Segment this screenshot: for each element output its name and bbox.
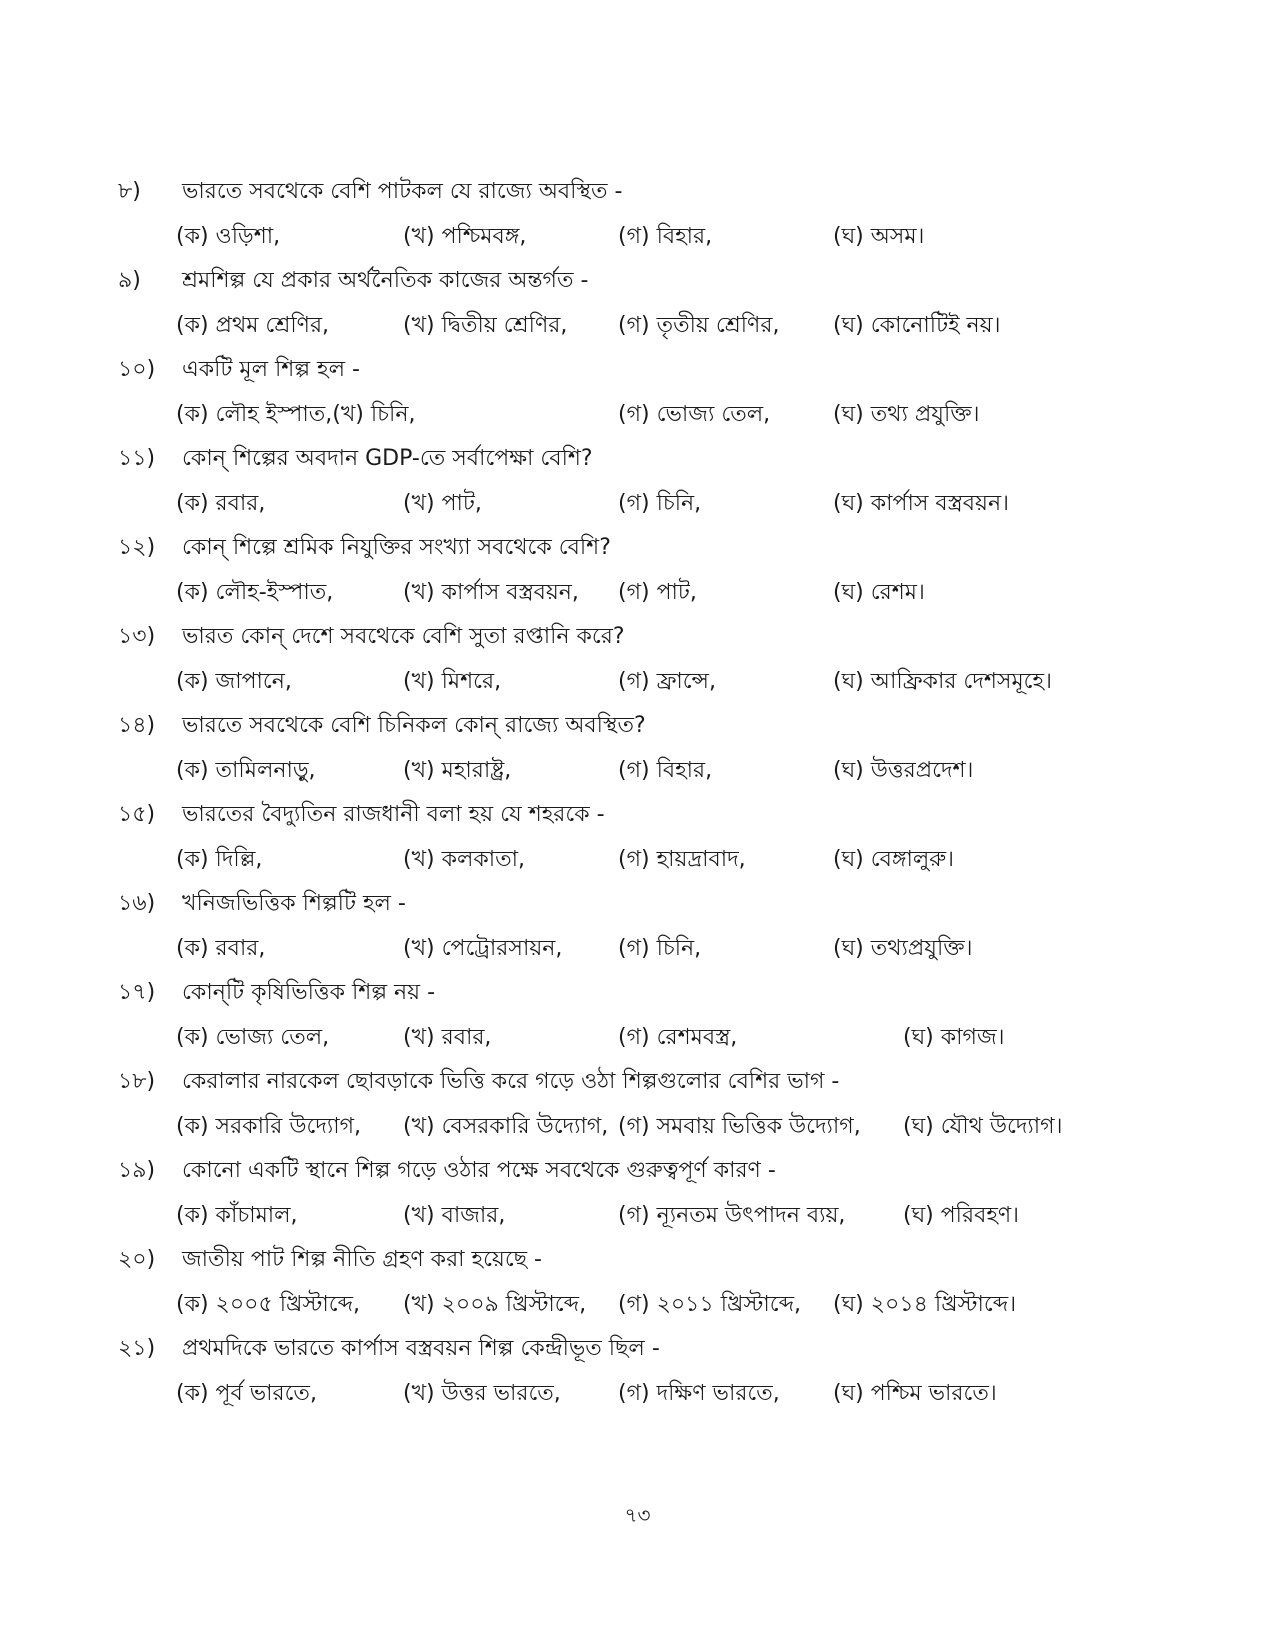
option-kha: (খ) কলকাতা, — [403, 847, 526, 872]
question-number: ১৫) — [118, 802, 156, 827]
option-kha: (খ) রবার, — [403, 1025, 492, 1050]
option-gha: (ঘ) পশ্চিম ভারতে। — [833, 1381, 997, 1406]
question-number: ৯) — [118, 268, 141, 293]
option-kha: (খ) পাট, — [403, 491, 482, 516]
option-gha: (ঘ) কাগজ। — [903, 1025, 1005, 1050]
option-ka: (ক) কাঁচামাল, — [176, 1203, 298, 1228]
option-gha: (ঘ) তথ্য প্রযুক্তি। — [833, 402, 980, 427]
question-number: ১৭) — [118, 980, 156, 1005]
option-ka: (ক) প্রথম শ্রেণির, — [176, 313, 330, 338]
option-ka: (ক) রবার, — [176, 936, 266, 961]
question-text: কোন্‌টি কৃষিভিত্তিক শিল্প নয় - — [182, 980, 436, 1005]
option-ga: (গ) দক্ষিণ ভারতে, — [618, 1381, 780, 1406]
option-gha: (ঘ) যৌথ উদ্যোগ। — [903, 1114, 1063, 1139]
option-ga: (গ) চিনি, — [618, 936, 702, 961]
question-text: শ্রমশিল্প যে প্রকার অর্থনৈতিক কাজের অন্তর্গত - — [182, 268, 589, 293]
question-text: ভারতে সবথেকে বেশি পাটকল যে রাজ্যে অবস্থিত - — [182, 179, 623, 204]
question-number: ১৩) — [118, 624, 156, 649]
option-ka: (ক) ভোজ্য তেল, — [176, 1025, 330, 1050]
option-ga: (গ) চিনি, — [618, 491, 702, 516]
option-kha: (খ) পেট্রোরসায়ন, — [403, 936, 563, 961]
option-ka: (ক) সরকারি উদ্যোগ, — [176, 1114, 362, 1139]
option-kha: (খ) মহারাষ্ট্র, — [403, 758, 512, 783]
option-gha: (ঘ) ২০১৪ খ্রিস্টাব্দে। — [833, 1292, 1017, 1317]
option-gha: (ঘ) বেঙ্গালুরু। — [833, 847, 955, 872]
option-ga: (গ) সমবায় ভিত্তিক উদ্যোগ, — [618, 1114, 861, 1139]
question-text: প্রথমদিকে ভারতে কার্পাস বস্ত্রবয়ন শিল্প কেন্দ্রীভূত ছিল - — [182, 1336, 660, 1361]
option-kha: (খ) উত্তর ভারতে, — [403, 1381, 561, 1406]
option-gha: (ঘ) অসম। — [833, 224, 925, 249]
option-ka: (ক) ওড়িশা, — [176, 224, 281, 249]
option-ga: (গ) হায়দ্রাবাদ, — [618, 847, 746, 872]
option-kha: (খ) পশ্চিমবঙ্গ, — [403, 224, 527, 249]
question-text: কেরালার নারকেল ছোবড়াকে ভিত্তি করে গড়ে ওঠা শিল্পগুলোর বেশির ভাগ - — [182, 1069, 840, 1094]
option-ga: (গ) ২০১১ খ্রিস্টাব্দে, — [618, 1292, 802, 1317]
option-ga: (গ) ন্যূনতম উৎপাদন ব্যয়, — [618, 1203, 846, 1228]
question-text: জাতীয় পাট শিল্প নীতি গ্রহণ করা হয়েছে - — [182, 1247, 542, 1272]
question-number: ৮) — [118, 179, 141, 204]
question-text: একটি মূল শিল্প হল - — [182, 357, 360, 382]
question-text: খনিজভিত্তিক শিল্পটি হল - — [182, 891, 406, 916]
option-gha: (ঘ) রেশম। — [833, 580, 925, 605]
option-kha: (খ) মিশরে, — [403, 669, 502, 694]
option-gha: (ঘ) কোনোটিই নয়। — [833, 313, 1001, 338]
question-number: ১৬) — [118, 891, 156, 916]
option-ka: (ক) রবার, — [176, 491, 266, 516]
option-ka: (ক) ২০০৫ খ্রিস্টাব্দে, — [176, 1292, 361, 1317]
option-ga: (গ) ভোজ্য তেল, — [618, 402, 771, 427]
option-ka: (ক) দিল্লি, — [176, 847, 263, 872]
option-gha: (ঘ) আফ্রিকার দেশসমূহে। — [833, 669, 1052, 694]
option-ga: (গ) ফ্রান্সে, — [618, 669, 716, 694]
option-gha: (ঘ) কার্পাস বস্ত্রবয়ন। — [833, 491, 1009, 516]
question-number: ২১) — [118, 1336, 156, 1361]
question-text: কোন্ শিল্পের অবদান GDP-তে সর্বাপেক্ষা বেশি? — [182, 446, 593, 471]
question-text: ভারতে সবথেকে বেশি চিনিকল কোন্ রাজ্যে অবস্থিত? — [182, 713, 646, 738]
option-kha: (খ) কার্পাস বস্ত্রবয়ন, — [403, 580, 579, 605]
option-ga: (গ) তৃতীয় শ্রেণির, — [618, 313, 780, 338]
option-gha: (ঘ) তথ্যপ্রযুক্তি। — [833, 936, 973, 961]
question-text: কোনো একটি স্থানে শিল্প গড়ে ওঠার পক্ষে সবথেকে গুরুত্বপূর্ণ কারণ - — [182, 1158, 776, 1183]
option-gha: (ঘ) পরিবহণ। — [903, 1203, 1020, 1228]
option-kha: (খ) বাজার, — [403, 1203, 506, 1228]
question-number: ১৮) — [118, 1069, 156, 1094]
question-text: কোন্ শিল্পে শ্রমিক নিযুক্তির সংখ্যা সবথেকে বেশি? — [182, 535, 611, 560]
question-number: ২০) — [118, 1247, 156, 1272]
option-ka: (ক) জাপানে, — [176, 669, 292, 694]
option-kha: (খ) বেসরকারি উদ্যোগ, — [403, 1114, 609, 1139]
question-text: ভারত কোন্ দেশে সবথেকে বেশি সুতা রপ্তানি করে? — [182, 624, 625, 649]
option-ga: (গ) পাট, — [618, 580, 697, 605]
option-gha: (ঘ) উত্তরপ্রদেশ। — [833, 758, 974, 783]
question-number: ১০) — [118, 357, 156, 382]
question-number: ১২) — [118, 535, 156, 560]
page-number: ৭৩ — [624, 1503, 651, 1527]
option-ga: (গ) বিহার, — [618, 758, 713, 783]
option-ka: (ক) লৌহ-ইস্পাত, — [176, 580, 334, 605]
option-ka: (ক) পূর্ব ভারতে, — [176, 1381, 317, 1406]
option-ga: (গ) রেশমবস্ত্র, — [618, 1025, 738, 1050]
question-number: ১৪) — [118, 713, 156, 738]
option-ka-kha: (ক) লৌহ ইস্পাত,(খ) চিনি, — [176, 402, 416, 427]
question-number: ১৯) — [118, 1158, 156, 1183]
option-ka: (ক) তামিলনাড়ু, — [176, 758, 316, 783]
option-ga: (গ) বিহার, — [618, 224, 713, 249]
option-kha: (খ) ২০০৯ খ্রিস্টাব্দে, — [403, 1292, 587, 1317]
option-kha: (খ) দ্বিতীয় শ্রেণির, — [403, 313, 568, 338]
question-number: ১১) — [118, 446, 156, 471]
question-text: ভারতের বৈদ্যুতিন রাজধানী বলা হয় যে শহরকে - — [182, 802, 605, 827]
